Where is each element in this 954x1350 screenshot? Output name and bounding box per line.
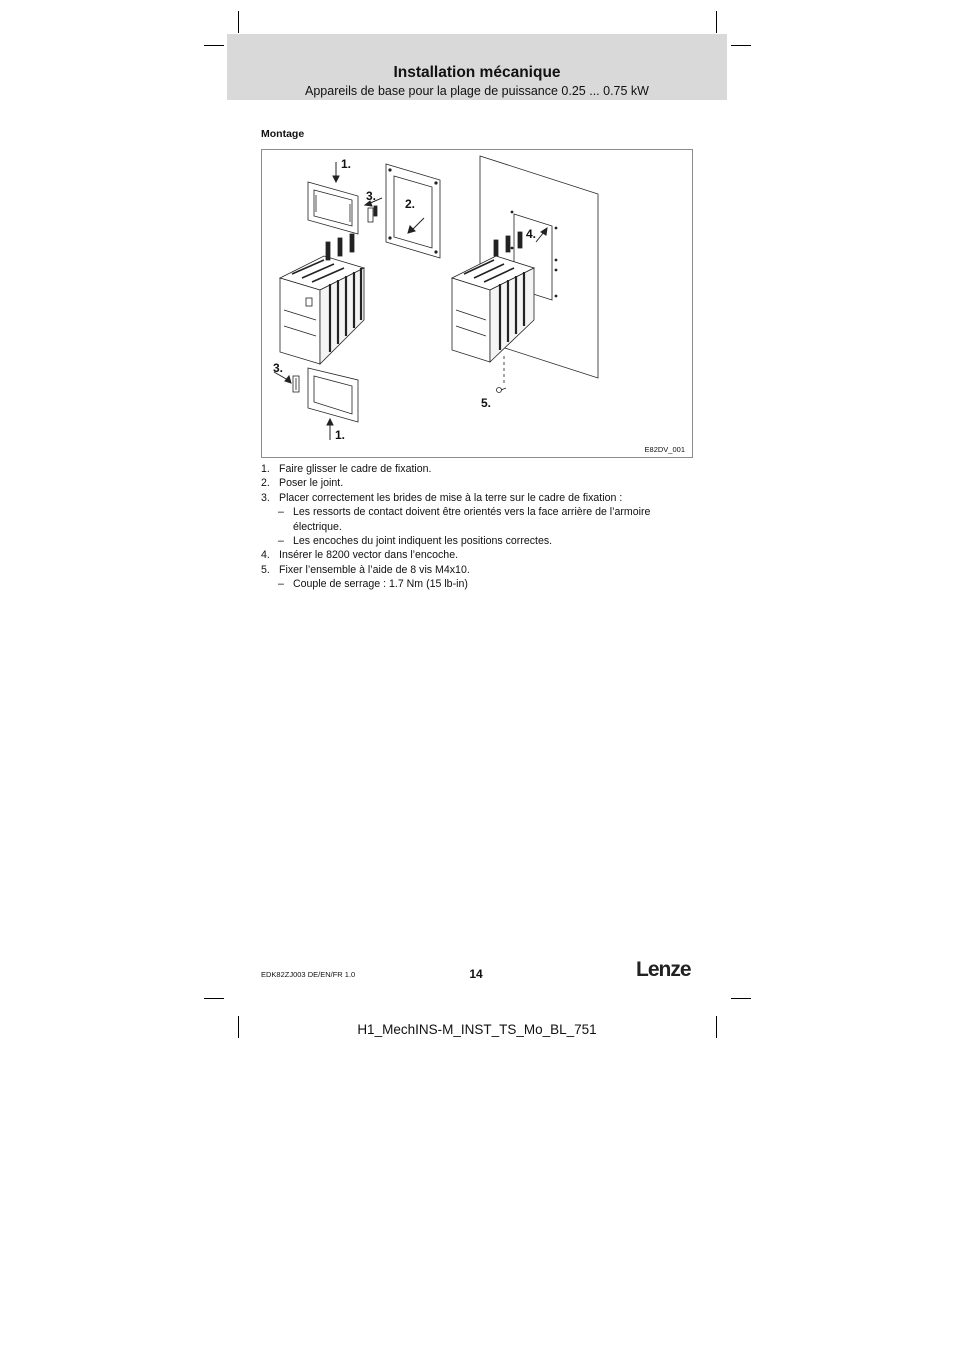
- crop-mark: [204, 998, 224, 999]
- list-item: [261, 462, 681, 476]
- dash-bullet: –: [278, 578, 284, 591]
- instruction-list: [261, 462, 681, 592]
- drive-unit-left: [280, 234, 364, 364]
- list-item: [261, 476, 681, 490]
- brand-logo: Lenze: [636, 958, 691, 981]
- grounding-clip-top: [368, 206, 377, 222]
- callout-3-bottom: 3.: [273, 361, 284, 375]
- step-number: 3.: [261, 491, 270, 504]
- sub-item: [261, 505, 681, 534]
- crop-mark: [731, 45, 751, 46]
- step-text: Poser le joint.: [279, 477, 344, 490]
- sub-item-text: Les encoches du joint indiquent les positions correctes.: [293, 535, 553, 548]
- job-label: H1_MechINS-M_INST_TS_Mo_BL_751: [357, 1022, 597, 1037]
- document-reference: EDK82ZJ003 DE/EN/FR 1.0: [261, 970, 356, 979]
- page-title: Installation mécanique: [393, 64, 561, 81]
- sub-item: [261, 577, 681, 591]
- mounting-frame-top: [308, 182, 358, 234]
- dash-bullet: –: [278, 506, 284, 519]
- crop-mark: [716, 11, 717, 33]
- step-number: 2.: [261, 477, 270, 490]
- crop-mark: [238, 11, 239, 33]
- sub-item-text: Couple de serrage : 1.7 Nm (15 lb-in): [293, 578, 468, 591]
- step-number: 5.: [261, 563, 270, 576]
- list-item: [261, 491, 681, 505]
- mounting-illustration: [262, 150, 694, 459]
- callout-4: 4.: [526, 227, 537, 241]
- step-text: Placer correctement les brides de mise à la terre sur le cadre de fixation :: [279, 491, 623, 504]
- list-item: [261, 548, 681, 562]
- section-heading: Montage: [261, 128, 305, 140]
- step-text: Fixer l’ensemble à l’aide de 8 vis M4x10.: [279, 563, 470, 576]
- step-number: 1.: [261, 463, 270, 475]
- crop-mark: [731, 998, 751, 999]
- figure-code: E82DV_001: [644, 445, 685, 454]
- mounting-frame-bottom: [308, 368, 358, 422]
- crop-mark: [204, 45, 224, 46]
- callout-2: 2.: [405, 197, 416, 211]
- callout-1-bottom: 1.: [335, 428, 346, 442]
- callout-1-top: 1.: [341, 157, 352, 171]
- sub-item-text: Les ressorts de contact doivent être orientés vers la face arrière de l’armoire électrique.: [293, 506, 651, 533]
- step-text: Insérer le 8200 vector dans l’encoche.: [279, 549, 459, 562]
- callout-3-top: 3.: [366, 189, 377, 203]
- page-number: 14: [469, 967, 483, 981]
- list-item: [261, 563, 681, 577]
- sub-item: [261, 534, 681, 548]
- callout-5: 5.: [481, 396, 492, 410]
- mounting-figure: [261, 149, 693, 458]
- dash-bullet: –: [278, 535, 284, 548]
- grounding-clip-bottom: [293, 376, 299, 392]
- step-text: Faire glisser le cadre de fixation.: [279, 463, 432, 475]
- step-number: 4.: [261, 549, 270, 562]
- gasket: [386, 164, 440, 258]
- page-subtitle: Appareils de base pour la plage de puissance 0.25 ... 0.75 kW: [305, 84, 649, 98]
